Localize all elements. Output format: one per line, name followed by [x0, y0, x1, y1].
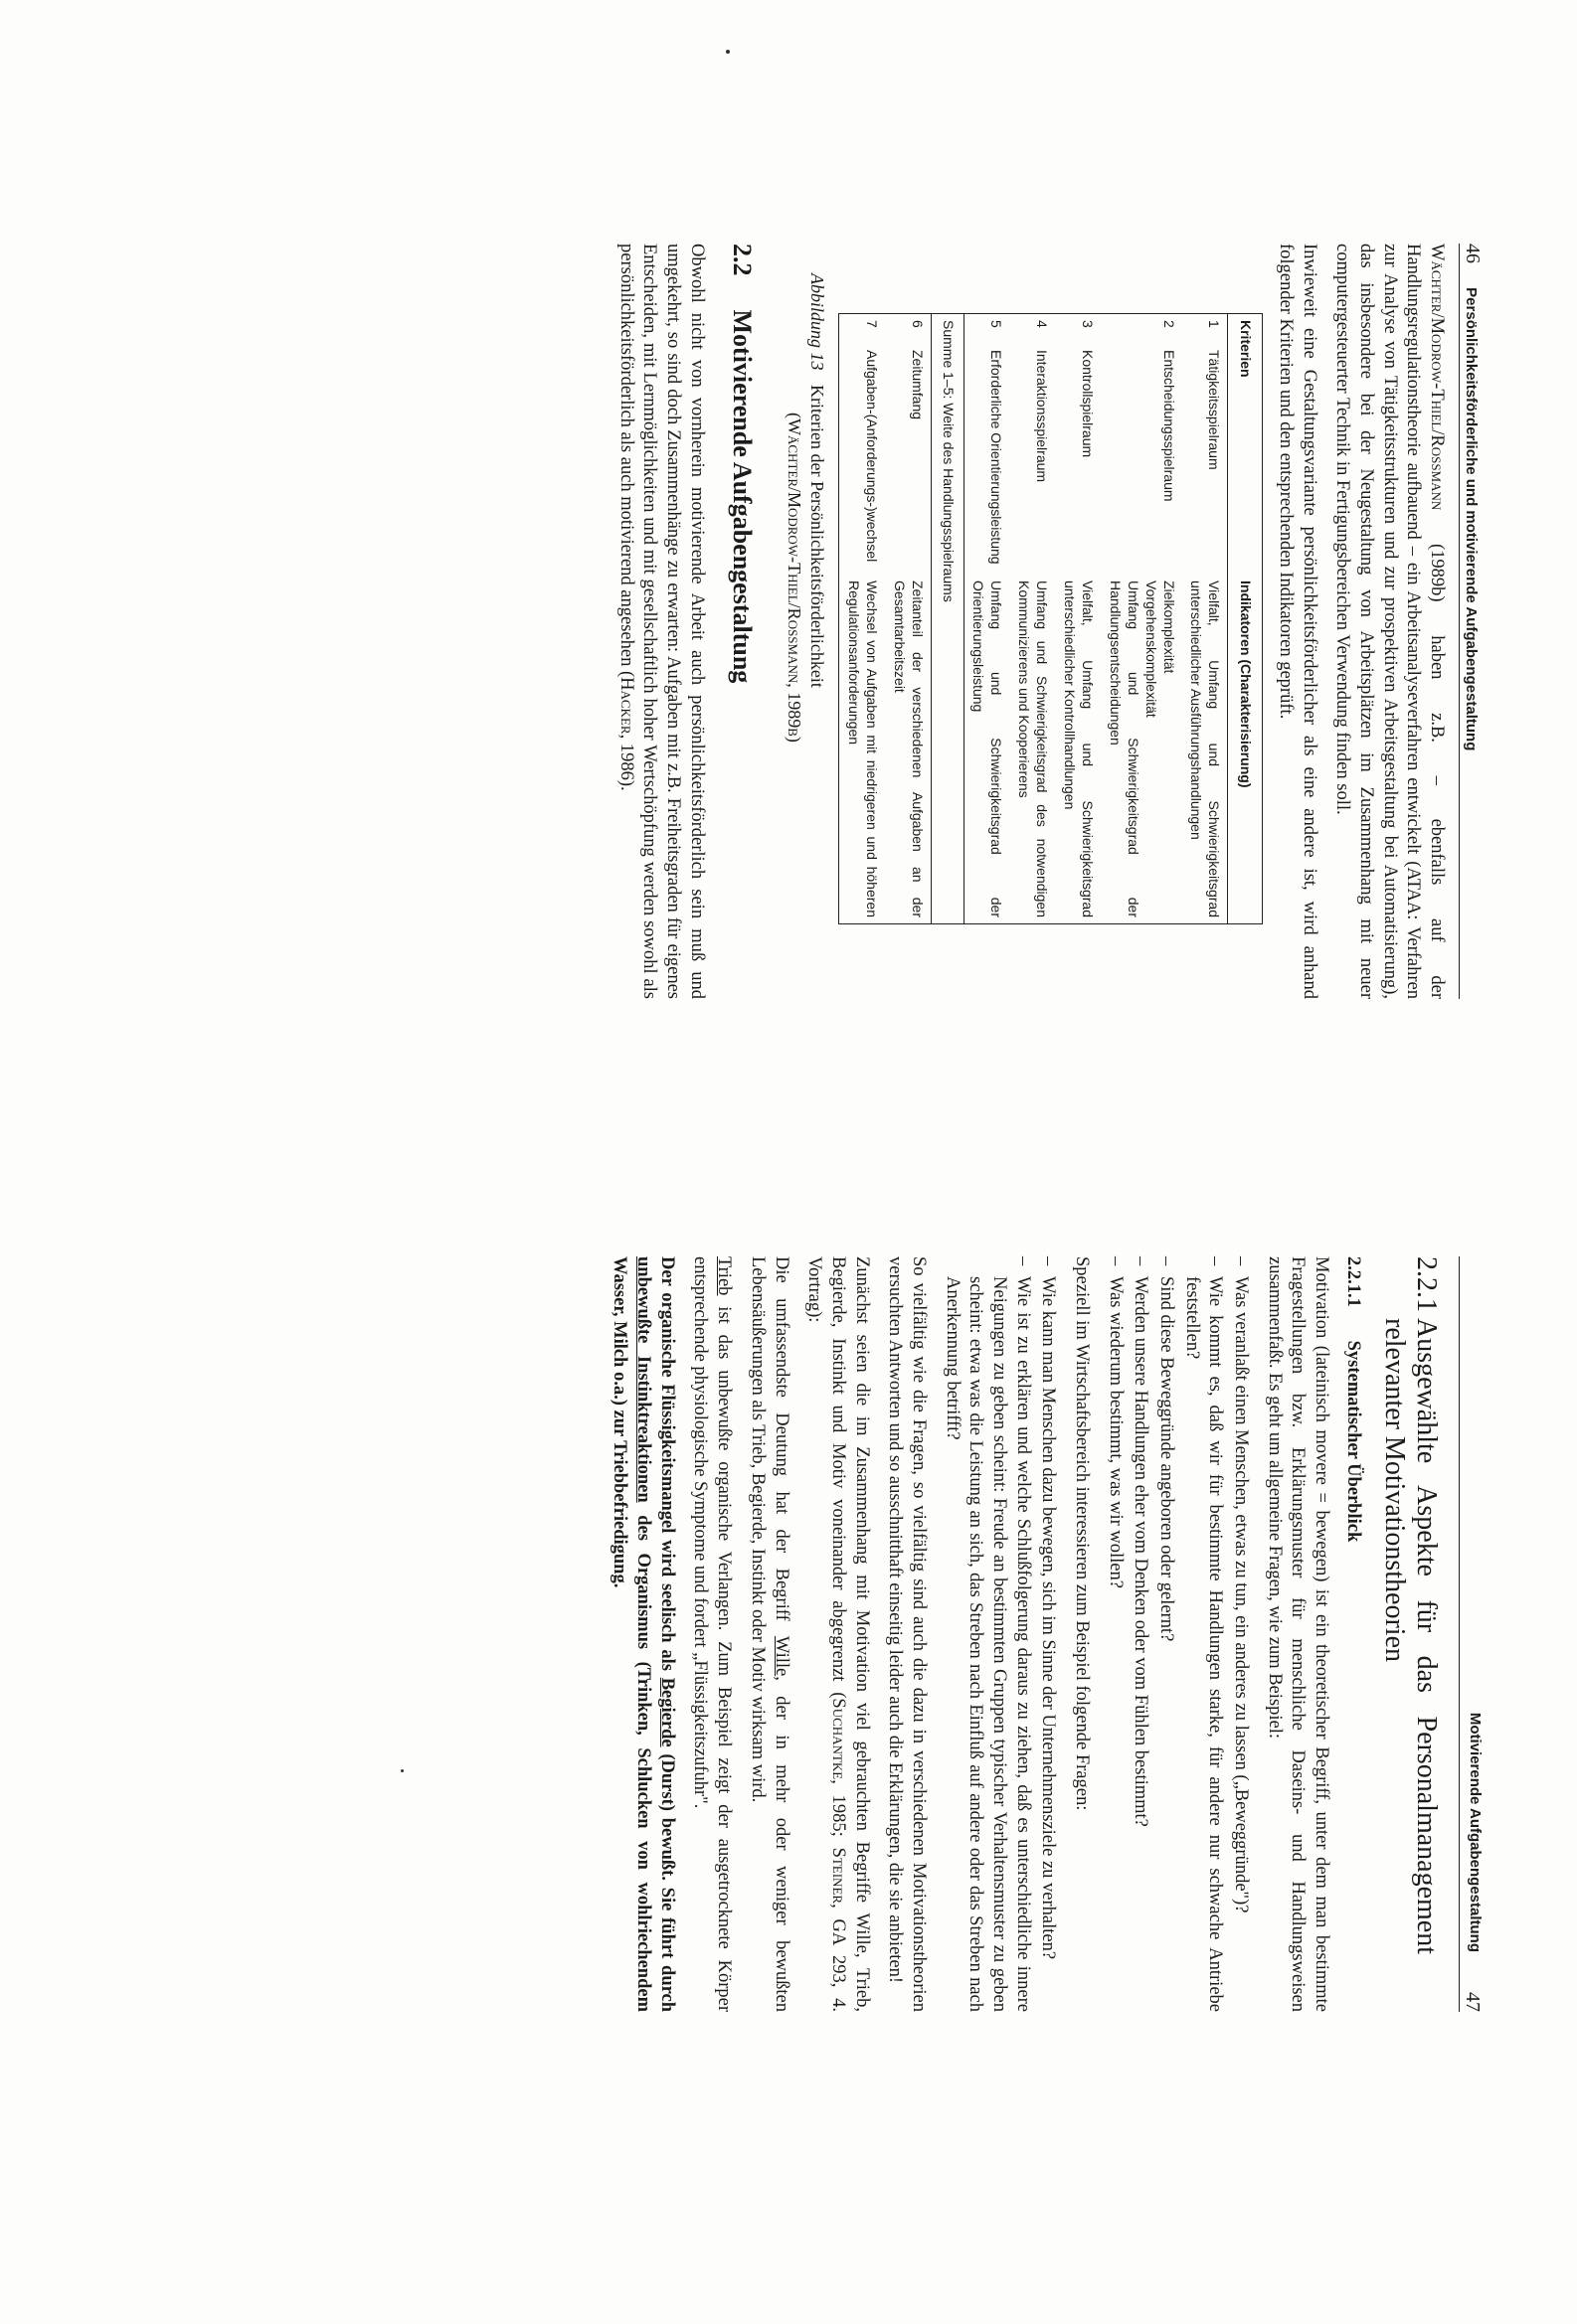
scan-speck	[726, 50, 730, 54]
term-begierde: Begierde	[656, 1677, 677, 1747]
list-item: – Sind diese Beweggründe angeboren oder gelernt?	[1153, 1256, 1177, 2012]
criterion-cell: Zeitumfang	[909, 350, 926, 420]
table-row	[1055, 314, 1101, 924]
term-trieb: Trieb	[714, 1256, 735, 1296]
right-column	[598, 1256, 1448, 2012]
list-item: – Wie kommt es, daß wir für bestimmte Handlungen starke, für andere nur schwache Antriebe feststellen?	[1179, 1256, 1226, 2012]
table-row	[1182, 314, 1228, 924]
criteria-rows-6-7	[838, 314, 931, 924]
left-column	[604, 244, 1448, 999]
paragraph-trieb	[688, 1256, 735, 2012]
criterion-number: 7	[863, 320, 880, 328]
paragraph-terms-text: Zunächst seien die im Zusammenhang mit Motivation viel gebrauchten Begriffe Wille, Trieb, Begierde, Instinkt und Motiv voneinander abgegrenzt (	[827, 1256, 872, 2012]
citation-hacker: Hacker	[615, 677, 636, 735]
list-item: – Wie kann man Menschen dazu bewegen, sich im Sinne der Unternehmensziele zu verhalten?	[1036, 1256, 1060, 2012]
paragraph-economy-questions: Speziell im Wirtschaftsbereich interessieren zum Beispiel folgende Fragen:	[1071, 1256, 1092, 1811]
author-citation: Wächter/Modrow-Thiel/Rossmann	[1427, 244, 1447, 511]
section-number: 2.2.1	[1411, 1256, 1442, 1312]
paragraph-begierde-text: Der organische Flüssigkeitsmangel wird seelisch als	[656, 1256, 677, 1678]
paragraph-wille-text: Die umfassendste Deutung hat der Begriff	[771, 1256, 791, 1636]
term-wille: Wille	[771, 1635, 791, 1677]
list-item: – Werden unsere Handlungen eher vom Denken oder vom Fühlen bestimmt?	[1129, 1256, 1152, 2012]
section-paragraph	[613, 244, 708, 999]
section-paragraph-text: Obwohl nicht von vornherein motivierende Arbeit auch persönlichkeitsförderlich sein muß und umgekehrt, so sind doch Zusammenhänge zu erwarten: Aufgaben mit z.B. Freiheitsgraden für eigenes Entscheiden, mit Lernmöglichkeiten und mit gesellschaftlich hoher Wertschöpfung werden sowohl als persönlichkeitsförderlich als auch motivierend angesehen (	[615, 244, 707, 999]
criterion-cell: Tätigkeitsspielraum	[1206, 350, 1223, 470]
question-list-general	[1103, 1256, 1252, 2012]
subsection-number: 2.2.1.1	[1342, 1256, 1363, 1307]
section-title: Ausgewählte Aspekte für das Personalmanagement relevanter Motivationstheorien	[1378, 1318, 1442, 1954]
figure-caption	[783, 273, 828, 999]
section-title: Motivierende Aufgabengestaltung	[727, 309, 757, 684]
list-item: – Wie ist zu erklären und welche Schlußfolgerung daraus zu ziehen, daß es unterschiedliche innere Neigungen zu geben scheint: Freude an bestimmten Gruppen typischer Verhaltensmuster zu geben scheint: etwa was die Leistung an sich, das Streben nach Einfluß auf andere oder das Streben nach Anerkennung betrifft?	[940, 1256, 1034, 2012]
paragraph-begierde-text-3: des Organismus (Trinken, Schlucken von wohlriechendem Wasser, Milch o.a.) zur Triebbefriedigung.	[610, 1256, 654, 2012]
table-row	[964, 314, 1009, 924]
citation-suchantke: Suchantke	[827, 1698, 848, 1780]
running-head-text-right: Motivierende Aufgabengestaltung	[1467, 1712, 1484, 1952]
list-item: – Was veranlaßt einen Menschen, etwas zu tun, ein anderes zu lassen („Beweggründe")?	[1228, 1256, 1252, 2012]
subsection-heading	[1340, 1256, 1364, 2012]
indicator-cell: Vielfalt, Umfang und Schwierigkeitsgrad unterschiedlicher Ausführungshandlungen	[1188, 581, 1223, 917]
figure-label: Abbildung 13	[806, 273, 827, 371]
paragraph-wille-text-2: , der in mehr oder weniger bewußten Lebensäußerungen als Trieb, Begierde, Instinkt oder Motiv wirksam wird.	[747, 1256, 791, 2012]
paragraph-wille	[745, 1256, 791, 2012]
criterion-number: 4	[1034, 320, 1051, 328]
section-heading-2-2	[726, 244, 759, 999]
page-number-right: 47	[1462, 1992, 1484, 2012]
indicator-cell: Wechsel von Aufgaben mit niedrigeren und höheren Regulationsanforderungen	[845, 581, 880, 917]
section-number: 2.2	[727, 244, 757, 276]
term-instinktreaktionen: unbewußte Instinktreaktionen	[633, 1256, 654, 1503]
question-list-economy	[940, 1256, 1059, 2012]
figure-source: (Wächter/Modrow-Thiel/Rossmann, 1989b)	[784, 413, 804, 743]
column-header-indicators: Indikatoren (Charakterisierung)	[1228, 575, 1263, 924]
indicator-cell: Zeitanteil der verschiedenen Aufgaben an der Gesamtarbeitszeit	[891, 581, 926, 917]
table-row	[885, 314, 931, 924]
criterion-cell: Kontrollspielraum	[1079, 350, 1096, 458]
section-heading-2-2-1	[1378, 1256, 1442, 2012]
paragraph-terms	[802, 1256, 873, 2012]
paragraph-trieb-text: ist das unbewußte organische Verlangen. Zum Beispiel zeigt der ausgetrocknete Körper entsprechende physiologische Symptome und fordert „Flüssigkeitszufuhr".	[690, 1256, 735, 2012]
figure-caption-text: Kriterien der Persönlichkeitsförderlichkeit	[806, 385, 827, 688]
criterion-cell: Aufgaben-(Anforderungs-)wechsel	[863, 350, 880, 563]
running-head-right	[1459, 1256, 1484, 2012]
paragraph-terms-text-2: , 1985;	[827, 1779, 848, 1848]
page-number-left: 46	[1462, 244, 1484, 263]
paragraph-begierde-text-2: (Durst) bewußt. Sie führt durch	[656, 1746, 677, 2012]
indicator-cell: Zielkomplexität Vorgehenskomplexität Umfang und Schwierigkeitsgrad der Handlungsentscheidungen	[1107, 581, 1177, 917]
criterion-cell: Entscheidungsspielraum	[1160, 350, 1177, 502]
indicator-cell: Umfang und Schwierigkeitsgrad der Orientierungsleistung	[970, 581, 1005, 917]
criterion-number: 3	[1079, 320, 1096, 328]
intro-text: (1989b) haben z.B. – ebenfalls auf der Handlungsregulationstheorie aufbauend – ein Arbeitsanalyseverfahren entwickelt (ATAA: Verfahren zur Analyse von Tätigkeitsstrukturen und zur prospektiven Arbeitsgestaltung bei Automatisierung), das insbesondere bei der Neugestaltung von Arbeitsplätzen im Zusammenhang mit neuer computergesteuerter Technik in Fertigungsbereichen Verwendung finden soll.	[1332, 244, 1447, 999]
intro-paragraph	[1330, 244, 1448, 999]
criterion-number: 6	[909, 320, 926, 328]
criterion-cell: Interaktionsspielraum	[1034, 350, 1051, 483]
paragraph-motivation: Motivation (lateinisch movere = bewegen) ist ein theoretischer Begriff, unter dem man bestimmte Fragestellungen bzw. Erklärungsmuster für menschliche Daseins- und Handlungsweisen zusammenfaßt. Es geht um allgemeine Fragen, wie zum Beispiel:	[1264, 1256, 1331, 2012]
paragraph-diversity: So vielfältig wie die Fragen, so vielfältig sind auch die dazu in verschiedenen Motivationstheorien versuchten Antworten und so ausschnitthaft einseitig leider auch die Erklärungen, die sie anbieten!	[885, 1256, 929, 2012]
sum-row-text: Summe 1–5: Weite des Handlungsspielraums	[931, 314, 964, 924]
criteria-rows-1-5	[964, 314, 1228, 924]
subsection-title: Systematischer Überblick	[1342, 1340, 1363, 1543]
right-page	[0, 1162, 1577, 2324]
criterion-number: 2	[1160, 320, 1177, 328]
criteria-table	[838, 313, 1263, 924]
table-row	[1009, 314, 1055, 924]
scan-speck	[401, 1769, 404, 1772]
column-header-criteria: Kriterien	[1228, 314, 1263, 576]
paragraph-terms-text-3: , GA 293, 4. Vortrag):	[804, 1256, 848, 2013]
criterion-number: 5	[988, 320, 1005, 328]
criteria-intro-paragraph: Inwieweit eine Gestaltungsvariante persönlichkeitsförderlicher als eine andere ist, wird anhand folgender Kriterien und den entsprechenden Indikatoren geprüft.	[1275, 244, 1319, 999]
criterion-cell: Erforderliche Orientierungsleistung	[988, 350, 1005, 565]
sum-row	[931, 314, 964, 924]
running-head-left	[1459, 244, 1484, 999]
citation-steiner: Steiner	[827, 1847, 848, 1905]
running-head-text-left: Persönlichkeitsförderliche und motivierende Aufgabengestaltung	[1463, 287, 1480, 751]
indicator-cell: Vielfalt, Umfang und Schwierigkeitsgrad unterschiedlicher Kontrollhandlungen	[1062, 581, 1096, 917]
criterion-number: 1	[1206, 320, 1223, 328]
section-paragraph-end: , 1986).	[615, 734, 636, 791]
table-header-row	[1228, 314, 1263, 924]
table-row	[838, 314, 884, 924]
table-row	[1101, 314, 1182, 924]
paragraph-begierde	[608, 1256, 678, 2012]
indicator-cell: Umfang und Schwierigkeitsgrad des notwendigen Kommunizierens und Kooperierens	[1016, 581, 1051, 917]
list-item: – Was wiederum bestimmt, was wir wollen?	[1103, 1256, 1127, 2012]
